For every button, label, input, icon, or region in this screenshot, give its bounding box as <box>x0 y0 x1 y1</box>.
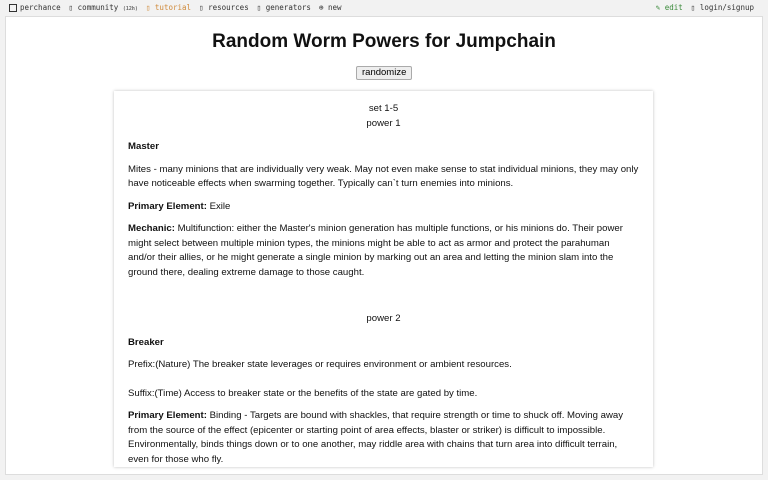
top-nav <box>0 0 768 16</box>
power-2-heading: power 2 <box>366 313 401 324</box>
set-label: set 1-5 <box>368 103 399 114</box>
randomize-button[interactable]: randomize <box>356 66 412 80</box>
nav-resources[interactable]: ▯ resources <box>199 3 249 12</box>
page-title: Random Worm Powers for Jumpchain <box>212 31 556 52</box>
output-card <box>114 91 653 467</box>
plus-circle-icon: ⊕ <box>318 3 324 12</box>
nav-new[interactable]: ⊕ new <box>318 3 342 12</box>
nav-login[interactable]: ▯ login/signup <box>690 3 754 12</box>
generator-panel <box>5 16 763 475</box>
power-1-element: Primary Element: Exile <box>128 200 231 212</box>
power-1-heading: power 1 <box>366 117 401 129</box>
nav-perchance[interactable]: perchance <box>9 3 61 12</box>
nav-tutorial[interactable]: ▯ tutorial <box>145 3 192 12</box>
nav-community[interactable]: ▯ community (12h) <box>68 3 138 12</box>
nav-edit[interactable]: ✎ edit <box>655 3 683 12</box>
pencil-icon: ✎ <box>655 3 661 12</box>
power-1-mechanic: Mechanic: Multifunction: either the Master's minion generation has multiple functions, or his minions do. Their power might select between multiple minion types, the minions might be able to act as armor and protect the parahuman and/or their allies, or he might generate a single minion by marking out an area and letting the minion slam into the ground there, dealing extreme damage to those caught. <box>128 223 623 278</box>
dice-icon <box>9 4 17 12</box>
power-2-suffix: Suffix:(Time) Access to breaker state or the benefits of the state are gated by time. <box>128 387 478 399</box>
power-2-name: Breaker <box>128 336 164 348</box>
power-2-prefix: Prefix:(Nature) The breaker state leverages or requires environment or ambient resources. <box>128 359 512 370</box>
power-1-desc: Mites - many minions that are individually very weak. May not even make sense to stat individual minions, they may only have noticeable effects when swarming together. Typically can`t turn enemies into minions. <box>128 163 639 189</box>
nav-generators[interactable]: ▯ generators <box>256 3 311 12</box>
power-2-element: Primary Element: Binding - Targets are bound with shackles, that require strength or time to shuck off. Moving away from the source of the effect (epicenter or starting point of area effects, blaster or striker) is difficult to impossible. Environmentally, binds things down or to one another, may riddle area with chains that turn area into difficult terrain, even for those who fly. <box>128 410 624 465</box>
power-1-name: Master <box>128 141 159 152</box>
